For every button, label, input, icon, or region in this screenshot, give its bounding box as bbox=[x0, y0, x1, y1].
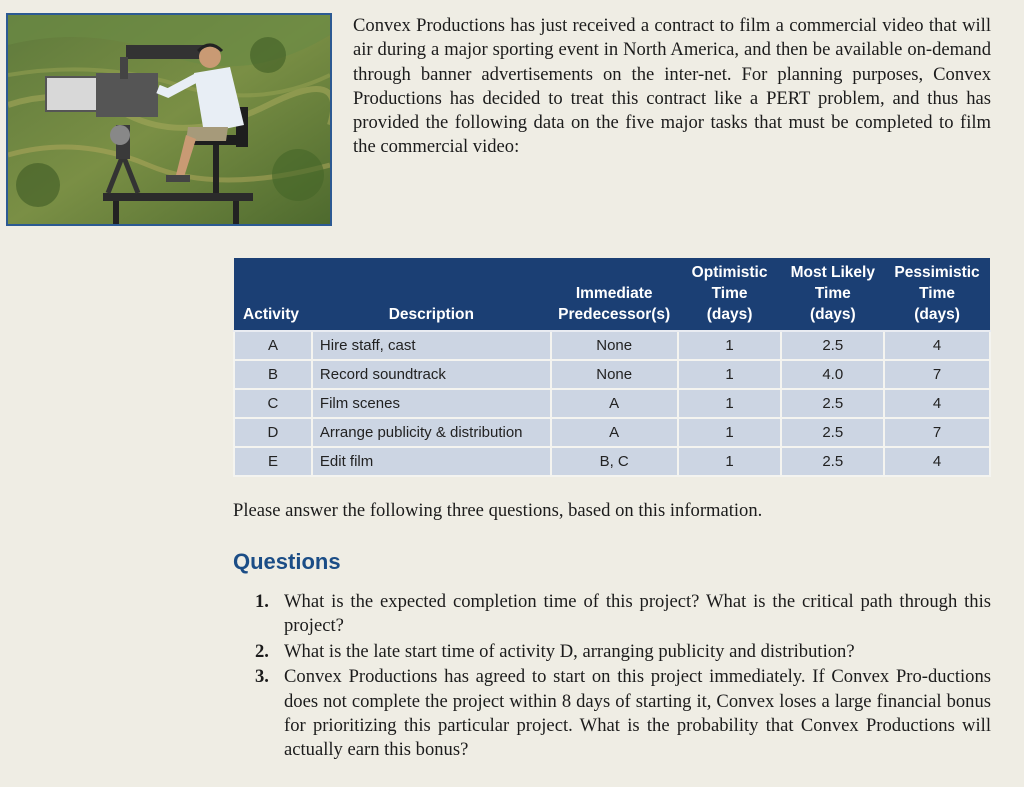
table-row bbox=[234, 447, 990, 476]
cell-activity: A bbox=[234, 331, 312, 360]
question-item bbox=[249, 640, 991, 664]
header-optimistic-line3: (days) bbox=[706, 306, 753, 323]
table-row bbox=[234, 389, 990, 418]
cell-description: Film scenes bbox=[312, 389, 551, 418]
header-pessimistic-line1: Pessimistic bbox=[894, 264, 980, 281]
cameraman-photo bbox=[6, 13, 332, 226]
cell-most-likely: 2.5 bbox=[781, 389, 884, 418]
cell-description: Hire staff, cast bbox=[312, 331, 551, 360]
header-most-likely-line1: Most Likely bbox=[790, 264, 875, 281]
question-item bbox=[249, 665, 991, 763]
header-predecessors-line2: Predecessor(s) bbox=[558, 306, 671, 323]
questions-list bbox=[249, 590, 991, 764]
cell-activity: E bbox=[234, 447, 312, 476]
cell-activity: C bbox=[234, 389, 312, 418]
header-predecessors-line1: Immediate bbox=[575, 285, 653, 302]
table-row bbox=[234, 418, 990, 447]
cell-activity: D bbox=[234, 418, 312, 447]
question-number: 3. bbox=[255, 666, 269, 688]
question-text: What is the late start time of activity D, arranging publicity and distribution? bbox=[284, 640, 855, 662]
cell-activity: B bbox=[234, 360, 312, 389]
cell-description: Arrange publicity & distribution bbox=[312, 418, 551, 447]
questions-heading: Questions bbox=[233, 549, 341, 574]
cell-pessimistic: 7 bbox=[884, 360, 990, 389]
header-optimistic bbox=[678, 258, 782, 331]
cell-most-likely: 2.5 bbox=[781, 418, 884, 447]
intro-paragraph: Convex Productions has just received a contract to film a commercial video that will air during a major sporting event in North America, and then be available on-demand through banner advertisements on the inter-net. For planning purposes, Convex Productions has decided to treat this contract like a PERT problem, and thus has provided the following data on the five major tasks that must be completed to film the commercial video: bbox=[353, 15, 991, 158]
cell-pessimistic: 7 bbox=[884, 418, 990, 447]
question-text: Convex Productions has agreed to start on this project immediately. If Convex Pro-ductions does not complete the project within 8 days of starting it, Convex loses a large financial bonus for prioritizing this particular project. What is the probability that Convex Productions will actually earn this bonus? bbox=[284, 666, 991, 761]
header-most-likely bbox=[781, 258, 884, 331]
question-number: 1. bbox=[255, 591, 269, 612]
cameraman-illustration bbox=[8, 15, 330, 224]
header-activity: Activity bbox=[234, 258, 312, 331]
cell-most-likely: 2.5 bbox=[781, 331, 884, 360]
question-item bbox=[249, 590, 991, 639]
cell-pessimistic: 4 bbox=[884, 447, 990, 476]
header-most-likely-line2: Time bbox=[814, 285, 851, 302]
cell-optimistic: 1 bbox=[678, 331, 782, 360]
cell-description: Record soundtrack bbox=[312, 360, 551, 389]
cell-pessimistic: 4 bbox=[884, 331, 990, 360]
cell-predecessors: None bbox=[551, 360, 678, 389]
header-optimistic-line1: Optimistic bbox=[691, 264, 768, 281]
table-header-row bbox=[234, 258, 990, 331]
header-pessimistic bbox=[884, 258, 990, 331]
cell-most-likely: 4.0 bbox=[781, 360, 884, 389]
header-pessimistic-line3: (days) bbox=[914, 306, 960, 323]
question-number: 2. bbox=[255, 640, 269, 662]
cell-predecessors: A bbox=[551, 418, 678, 447]
header-optimistic-line2: Time bbox=[711, 285, 748, 302]
table-row bbox=[234, 360, 990, 389]
header-most-likely-line3: (days) bbox=[809, 306, 856, 323]
cell-optimistic: 1 bbox=[678, 360, 782, 389]
cell-most-likely: 2.5 bbox=[781, 447, 884, 476]
header-description: Description bbox=[312, 258, 551, 331]
cell-description: Edit film bbox=[312, 447, 551, 476]
cell-pessimistic: 4 bbox=[884, 389, 990, 418]
cell-optimistic: 1 bbox=[678, 418, 782, 447]
cell-optimistic: 1 bbox=[678, 389, 782, 418]
cell-optimistic: 1 bbox=[678, 447, 782, 476]
cell-predecessors: None bbox=[551, 331, 678, 360]
table-row bbox=[234, 331, 990, 360]
cell-predecessors: B, C bbox=[551, 447, 678, 476]
header-predecessors bbox=[551, 258, 678, 331]
pert-data-table bbox=[233, 258, 991, 477]
questions-prompt: Please answer the following three questions, based on this information. bbox=[233, 500, 763, 521]
question-text: What is the expected completion time of this project? What is the critical path through this project? bbox=[284, 591, 991, 637]
cell-predecessors: A bbox=[551, 389, 678, 418]
header-pessimistic-line2: Time bbox=[919, 285, 955, 302]
